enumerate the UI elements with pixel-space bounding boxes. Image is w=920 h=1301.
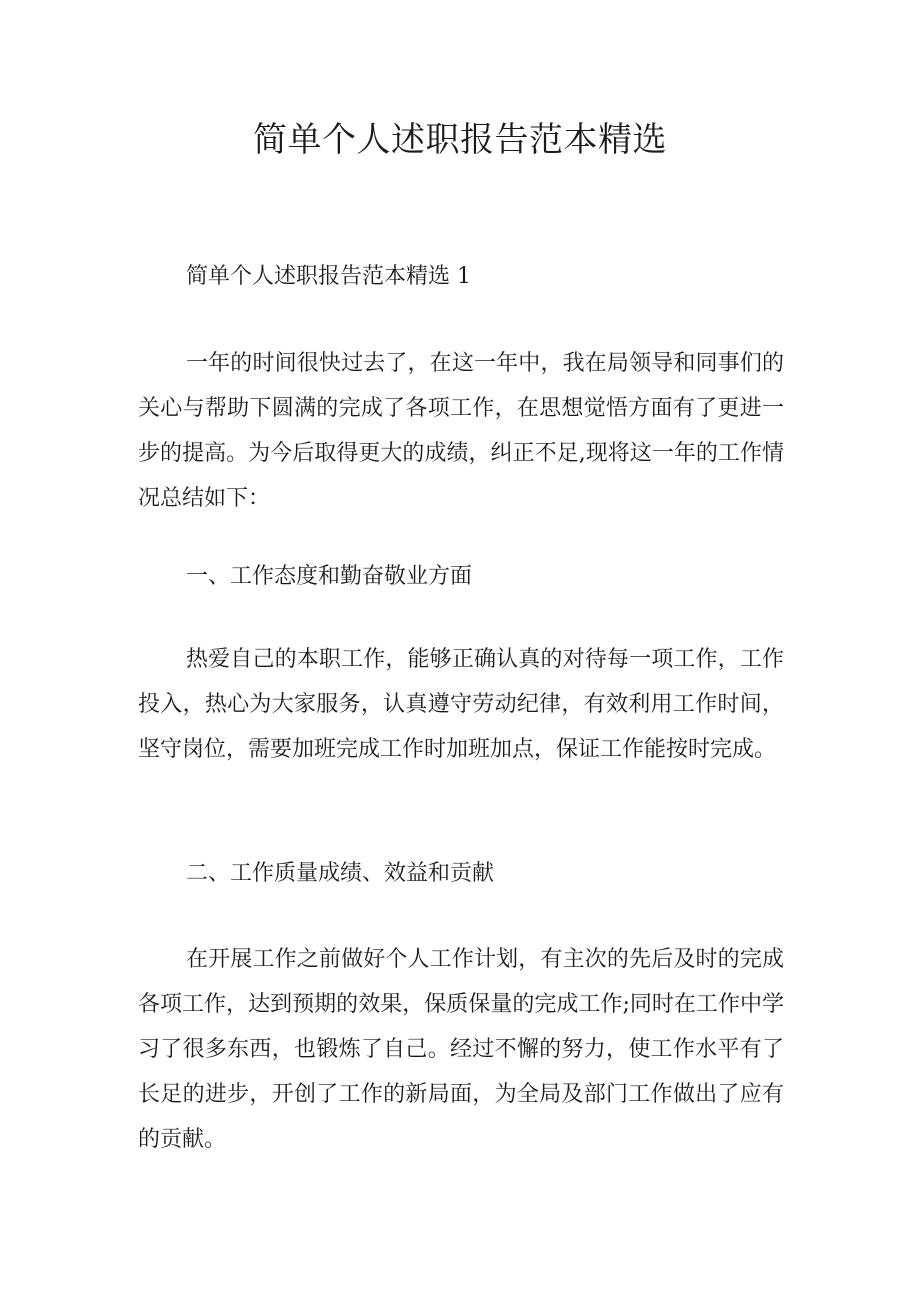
section-subtitle: 简单个人述职报告范本精选 1: [186, 264, 471, 289]
section-heading-work-quality: 二、工作质量成绩、效益和贡献: [186, 861, 495, 886]
document-title: 简单个人述职报告范本精选: [253, 120, 667, 160]
paragraph-intro: 一年的时间很快过去了，在这一年中，我在局领导和同事们的关心与帮助下圆满的完成了各项工作，在思想觉悟方面有了更进一步的提高。为今后取得更大的成绩，纠正不足,现将这一年的工作情况总结如下：: [138, 351, 784, 511]
paragraph-work-attitude: 热爱自己的本职工作，能够正确认真的对待每一项工作，工作投入，热心为大家服务，认真遵守劳动纪律，有效利用工作时间，坚守岗位，需要加班完成工作时加班加点，保证工作能按时完成。: [138, 647, 784, 762]
section-heading-work-attitude: 一、工作态度和勤奋敬业方面: [186, 564, 473, 589]
paragraph-work-quality: 在开展工作之前做好个人工作计划，有主次的先后及时的完成各项工作，达到预期的效果，保质保量的完成工作;同时在工作中学习了很多东西，也锻炼了自己。经过不懈的努力，使工作水平有了长足的进步，开创了工作的新局面，为全局及部门工作做出了应有的贡献。: [138, 947, 784, 1152]
